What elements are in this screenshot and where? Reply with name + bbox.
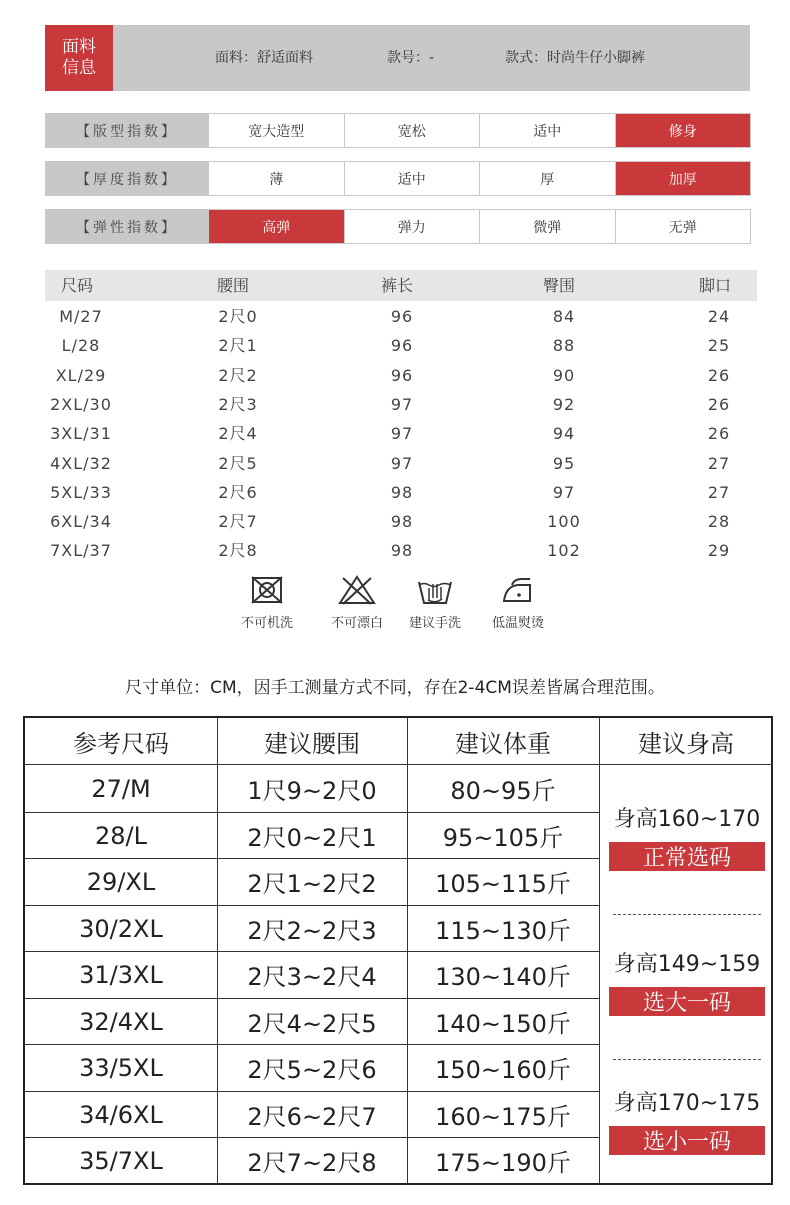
size-table-cell: 96 <box>390 366 414 385</box>
size-table-cell: 88 <box>552 336 576 355</box>
care-item <box>395 574 475 631</box>
ref-table-cell: 2尺4~2尺5 <box>247 1010 377 1038</box>
ref-table-cell: 2尺0~2尺1 <box>247 824 377 852</box>
size-table-cell: 100 <box>547 512 581 531</box>
elasticity-index-label: 【弹性指数】 <box>46 210 208 243</box>
elasticity-index-row <box>45 209 751 244</box>
ref-table-cell: 160~175斤 <box>435 1103 571 1131</box>
size-table-cell: 5XL/33 <box>50 483 112 502</box>
size-table-cell: L/28 <box>61 336 101 355</box>
size-table-cell: 84 <box>552 307 576 326</box>
size-table-cell: 98 <box>390 512 414 531</box>
size-table-row <box>45 449 757 478</box>
height-group-advice: 正常选码 <box>609 842 765 871</box>
size-table-cell: 26 <box>707 395 731 414</box>
height-group-advice: 选小一码 <box>609 1126 765 1155</box>
size-table-cell: 96 <box>390 307 414 326</box>
size-header-hem: 脚口 <box>699 276 732 295</box>
size-table-cell: 7XL/37 <box>50 541 112 560</box>
fabric-info-badge <box>45 25 113 91</box>
thickness-option: 适中 <box>344 162 480 195</box>
size-header-length: 裤长 <box>381 276 414 295</box>
fabric-info-bar <box>45 25 750 91</box>
size-table-cell: 97 <box>552 483 576 502</box>
thickness-index-row <box>45 161 751 196</box>
size-table-cell: XL/29 <box>55 366 107 385</box>
ref-header-height: 建议身高 <box>638 729 734 758</box>
ref-table-cell: 33/5XL <box>79 1053 163 1082</box>
ref-table-cell: 95~105斤 <box>442 824 564 852</box>
ref-table-cell: 2尺3~2尺4 <box>247 963 377 991</box>
elasticity-option: 微弹 <box>479 210 615 243</box>
ref-table-cell: 1尺9~2尺0 <box>247 777 377 805</box>
height-group-range: 身高170~175 <box>613 1091 761 1116</box>
ref-table-cell: 140~150斤 <box>435 1010 571 1038</box>
group-separator <box>613 1059 761 1060</box>
fit-option: 宽大造型 <box>208 114 344 147</box>
ref-table-cell: 32/4XL <box>79 1007 163 1036</box>
size-table-cell: 90 <box>552 366 576 385</box>
height-group-range: 身高149~159 <box>613 952 761 977</box>
size-table-cell: 2尺4 <box>218 424 258 443</box>
ref-table-cell: 27/M <box>91 774 151 803</box>
ref-table-cell: 29/XL <box>86 867 156 896</box>
size-table-header <box>45 270 757 301</box>
fabric-style: 款式：时尚牛仔小脚裤 <box>505 50 645 66</box>
size-table-cell: 2尺0 <box>218 307 258 326</box>
size-table-cell: 24 <box>707 307 731 326</box>
fabric-material: 面料：舒适面料 <box>215 50 313 66</box>
low-temp-iron-icon <box>498 574 538 606</box>
care-label: 不可机洗 <box>240 616 293 631</box>
size-header-hip: 臀围 <box>543 276 576 295</box>
ref-table-cell: 2尺7~2尺8 <box>247 1149 377 1177</box>
no-machine-wash-icon <box>249 574 285 606</box>
size-table-cell: 2XL/30 <box>50 395 112 414</box>
size-table-cell: M/27 <box>59 307 103 326</box>
elasticity-option: 弹力 <box>344 210 480 243</box>
hand-wash-icon <box>415 574 455 606</box>
size-table-cell: 28 <box>707 512 731 531</box>
size-table-cell: 2尺7 <box>218 512 258 531</box>
thickness-option-active: 加厚 <box>615 162 751 195</box>
size-table-cell: 4XL/32 <box>50 454 112 473</box>
size-table-cell: 27 <box>707 483 731 502</box>
size-table-cell: 2尺2 <box>218 366 258 385</box>
no-bleach-icon <box>337 574 377 606</box>
ref-table-cell: 175~190斤 <box>435 1149 571 1177</box>
size-table-row <box>45 331 757 360</box>
size-table-cell: 97 <box>390 424 414 443</box>
ref-table-cell: 30/2XL <box>79 914 163 943</box>
size-table-cell: 2尺5 <box>218 454 258 473</box>
elasticity-option-active: 高弹 <box>208 210 344 243</box>
size-header-waist: 腰围 <box>217 276 250 295</box>
size-table-cell: 97 <box>390 395 414 414</box>
ref-table-cell: 105~115斤 <box>435 870 571 898</box>
ref-header-waist: 建议腰围 <box>264 729 360 758</box>
ref-table-cell: 130~140斤 <box>435 963 571 991</box>
size-table-row <box>45 507 757 536</box>
size-header-size: 尺码 <box>61 276 94 295</box>
size-table-row <box>45 419 757 448</box>
care-item <box>227 574 307 631</box>
ref-table-cell: 31/3XL <box>79 960 163 989</box>
fit-index-label: 【版型指数】 <box>46 114 208 147</box>
ref-table-cell: 34/6XL <box>79 1100 163 1129</box>
size-table-cell: 25 <box>707 336 731 355</box>
care-label: 低温熨烫 <box>491 616 544 631</box>
fit-option: 适中 <box>479 114 615 147</box>
care-label: 不可漂白 <box>330 616 383 631</box>
care-item <box>317 574 397 631</box>
fabric-badge-line2: 信息 <box>62 58 96 78</box>
size-table-cell: 92 <box>552 395 576 414</box>
size-table-row <box>45 536 757 565</box>
size-table-cell: 2尺8 <box>218 541 258 560</box>
ref-divider <box>599 718 600 1183</box>
care-item <box>478 574 558 631</box>
ref-table-cell: 35/7XL <box>79 1146 163 1175</box>
size-table-cell: 27 <box>707 454 731 473</box>
ref-table-cell: 80~95斤 <box>450 777 556 805</box>
height-group-range: 身高160~170 <box>613 807 761 832</box>
size-table-cell: 29 <box>707 541 731 560</box>
size-table-cell: 96 <box>390 336 414 355</box>
thickness-index-label: 【厚度指数】 <box>46 162 208 195</box>
height-group-advice: 选大一码 <box>609 987 765 1016</box>
ref-table-cell: 28/L <box>95 821 147 850</box>
reference-size-table <box>23 716 773 1185</box>
size-table-cell: 2尺3 <box>218 395 258 414</box>
size-table-cell: 2尺6 <box>218 483 258 502</box>
size-table-cell: 98 <box>390 483 414 502</box>
elasticity-option: 无弹 <box>615 210 751 243</box>
size-table-row <box>45 361 757 390</box>
size-table-cell: 102 <box>547 541 581 560</box>
size-table-cell: 98 <box>390 541 414 560</box>
care-label: 建议手洗 <box>408 616 461 631</box>
fit-index-row <box>45 113 751 148</box>
ref-header-size: 参考尺码 <box>73 729 169 758</box>
fit-option: 宽松 <box>344 114 480 147</box>
size-table-row <box>45 478 757 507</box>
size-table-row <box>45 390 757 419</box>
ref-table-cell: 115~130斤 <box>435 917 571 945</box>
size-table-cell: 95 <box>552 454 576 473</box>
ref-table-cell: 150~160斤 <box>435 1056 571 1084</box>
size-table-cell: 26 <box>707 424 731 443</box>
fabric-model-no: 款号：- <box>387 50 435 66</box>
size-table-cell: 97 <box>390 454 414 473</box>
measurement-note: 尺寸单位：CM，因手工测量方式不同，存在2-4CM误差皆属合理范围。 <box>125 678 665 698</box>
size-table-cell: 26 <box>707 366 731 385</box>
ref-table-cell: 2尺1~2尺2 <box>247 870 377 898</box>
ref-table-cell: 2尺2~2尺3 <box>247 917 377 945</box>
fit-option-active: 修身 <box>615 114 751 147</box>
size-table-cell: 3XL/31 <box>50 424 112 443</box>
group-separator <box>613 914 761 915</box>
fabric-badge-line1: 面料 <box>62 37 96 57</box>
thickness-option: 厚 <box>479 162 615 195</box>
size-table-cell: 6XL/34 <box>50 512 112 531</box>
ref-divider <box>599 764 773 765</box>
ref-table-cell: 2尺5~2尺6 <box>247 1056 377 1084</box>
size-table-cell: 2尺1 <box>218 336 258 355</box>
size-table-row <box>45 302 757 331</box>
ref-header-weight: 建议体重 <box>455 729 551 758</box>
size-table-cell: 94 <box>552 424 576 443</box>
thickness-option: 薄 <box>208 162 344 195</box>
ref-table-cell: 2尺6~2尺7 <box>247 1103 377 1131</box>
